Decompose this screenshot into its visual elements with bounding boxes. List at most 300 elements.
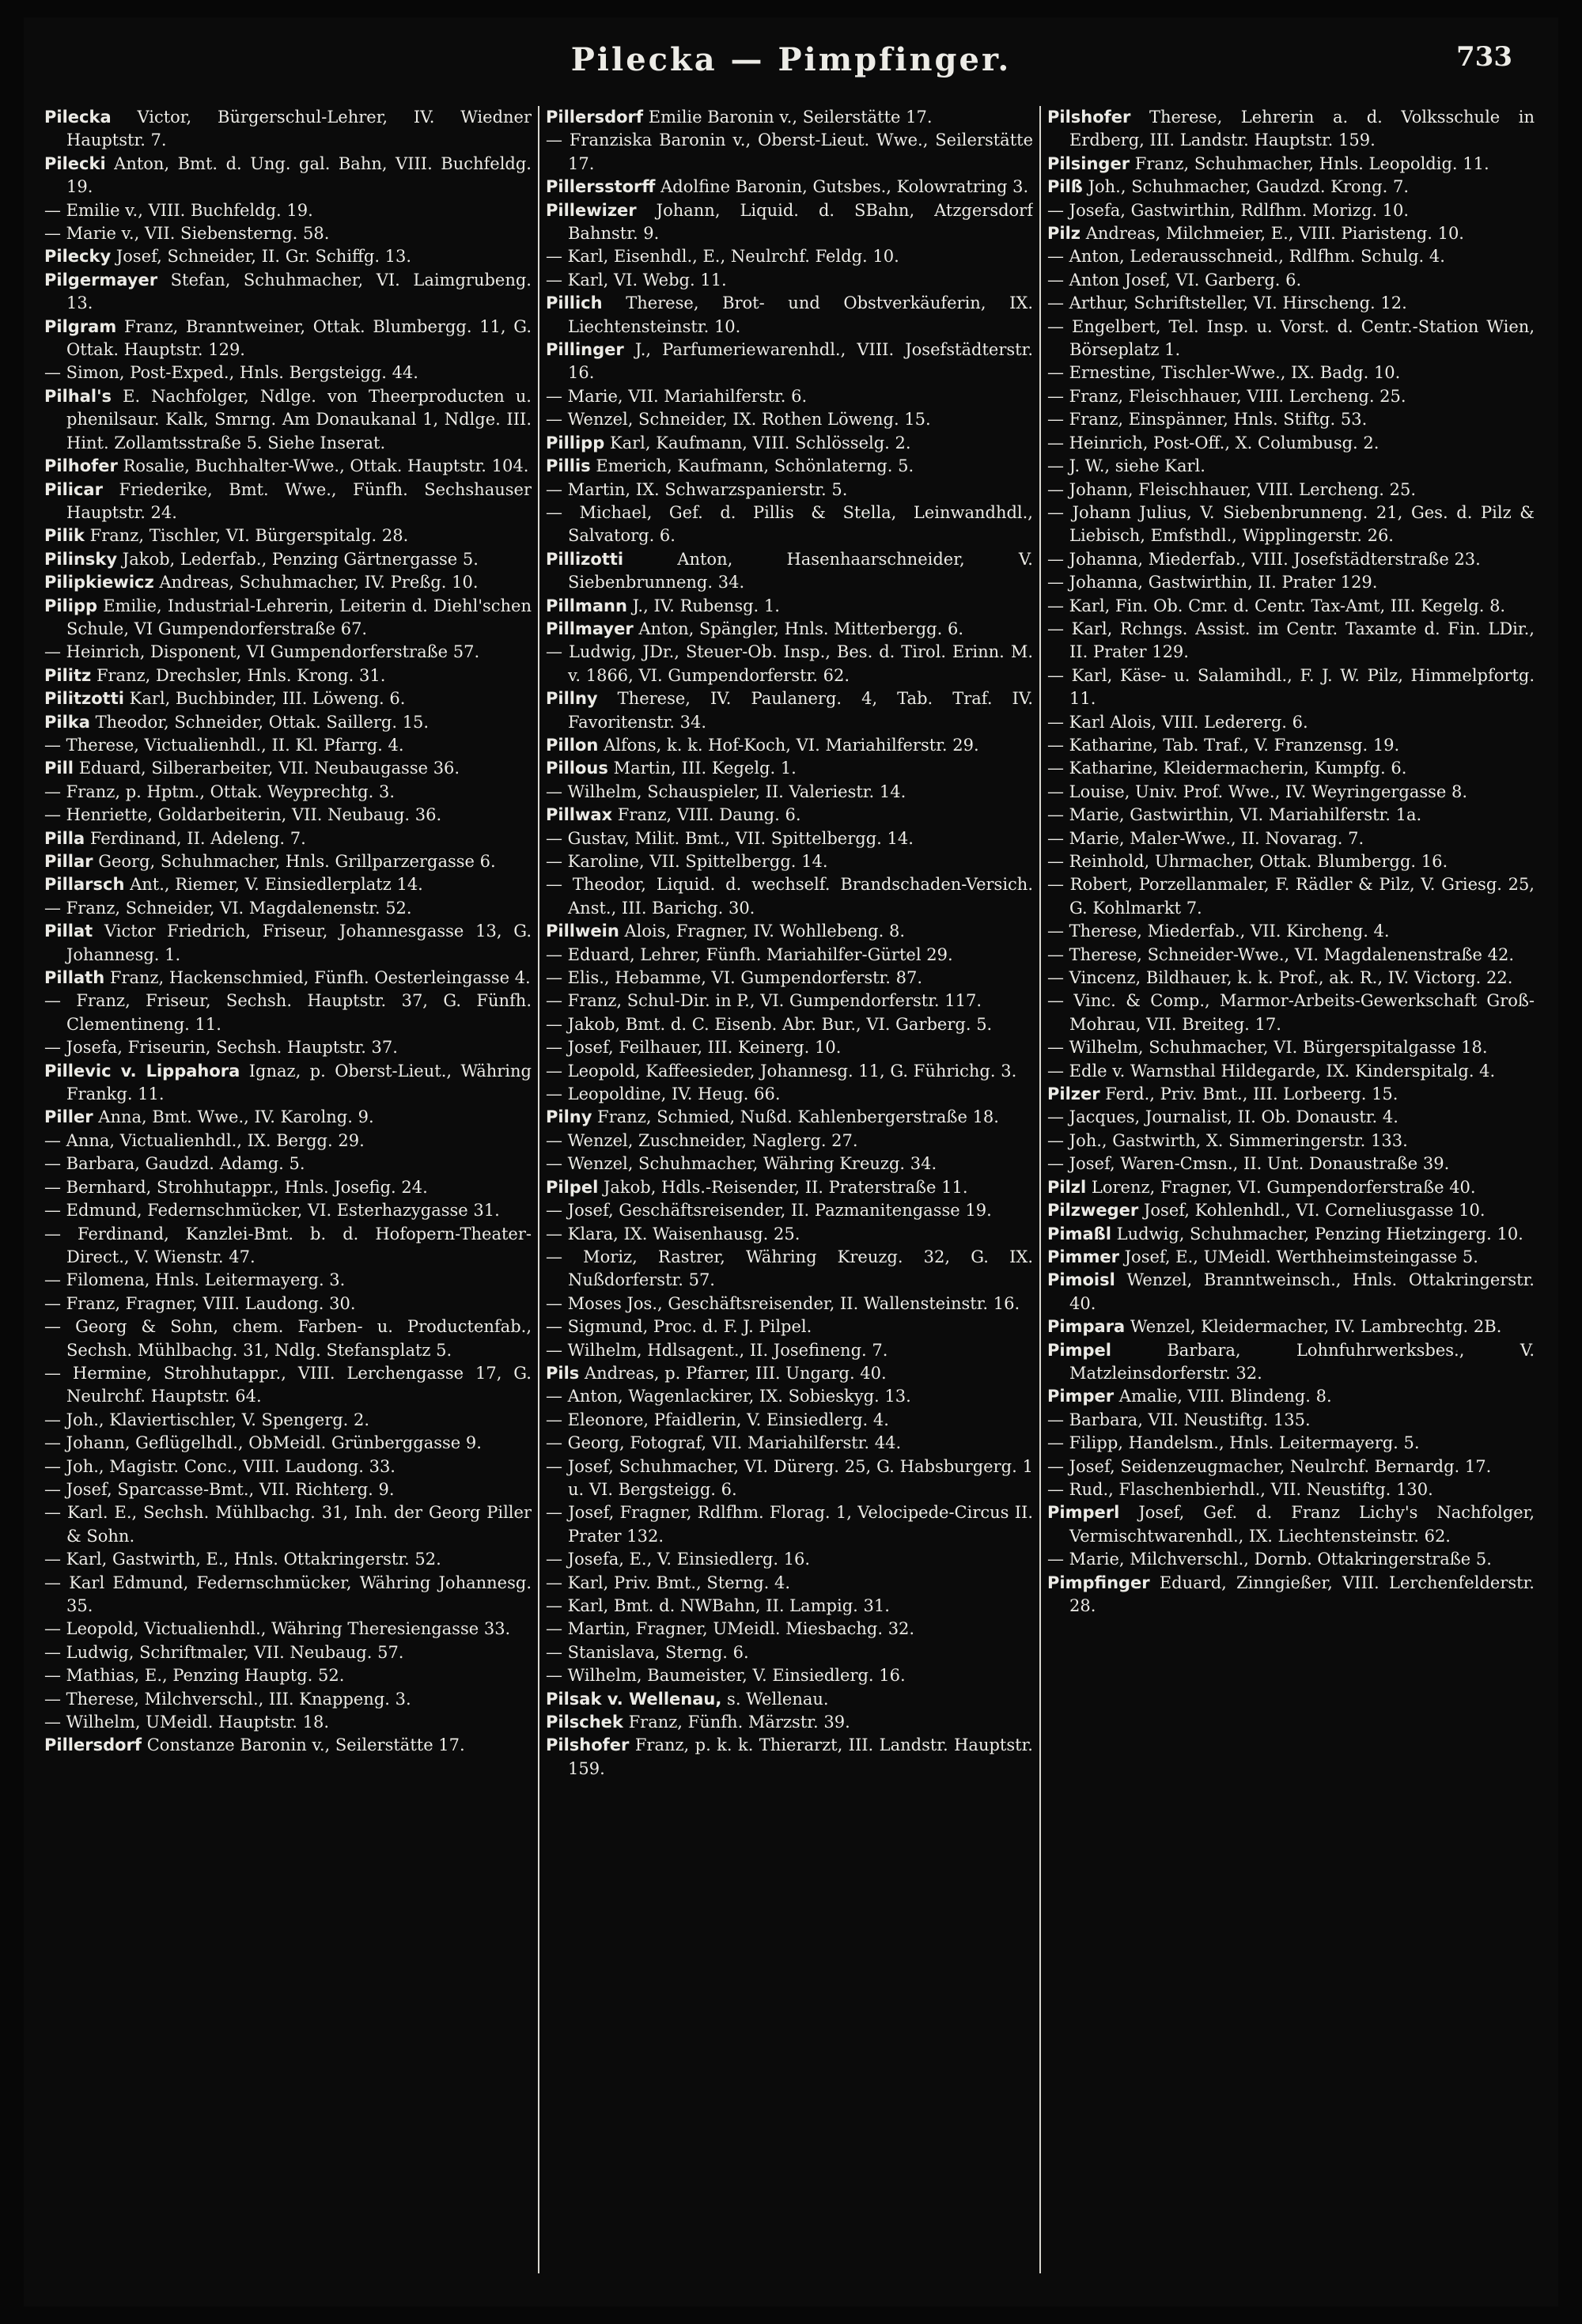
entry-details: — Moses Jos., Geschäftsreisender, II. Wallensteinstr. 16. <box>546 1293 1020 1313</box>
entry-details: — Anna, Victualienhdl., IX. Bergg. 29. <box>44 1130 365 1150</box>
entry-details: Karl, Buchbinder, III. Löweng. 6. <box>129 689 406 709</box>
running-title: Pilecka — Pimpfinger. <box>570 41 1012 78</box>
directory-entry <box>1047 1501 1535 1548</box>
entry-details: — Bernhard, Strohhutappr., Hnls. Josefig. 24. <box>44 1177 428 1197</box>
directory-entry <box>546 804 1033 827</box>
entry-details: Barbara, Lohnfuhrwerksbes., V. Matzleinsdorferstr. 32. <box>1069 1340 1535 1383</box>
entry-details: — Filomena, Hnls. Leitermayerg. 3. <box>44 1270 346 1290</box>
directory-entry <box>44 967 532 990</box>
directory-entry <box>44 1199 532 1222</box>
entry-details: — Rud., Flaschenbierhdl., VII. Neustiftg. 130. <box>1047 1479 1433 1499</box>
entry-details: — Josef, Feilhauer, III. Keinerg. 10. <box>546 1038 842 1058</box>
entry-details: — Ferdinand, Kanzlei-Bmt. b. d. Hofopern-Theater-Direct., V. Wienstr. 47. <box>44 1224 532 1266</box>
entry-details: Andreas, Schuhmacher, IV. Preßg. 10. <box>159 573 479 592</box>
entry-surname: Pilecka <box>44 108 112 127</box>
entry-details: Franz, Branntweiner, Ottak. Blumbergg. 11, G. Ottak. Hauptstr. 129. <box>66 316 532 360</box>
entry-details: Jakob, Hdls.-Reisender, II. Praterstraße 11. <box>603 1177 968 1197</box>
directory-entry <box>546 129 1033 176</box>
directory-entry <box>1047 595 1535 618</box>
entry-surname: Pilshofer <box>546 1735 630 1755</box>
entry-surname: Pilshofer <box>1047 108 1131 127</box>
directory-entry <box>44 827 532 850</box>
directory-entry <box>1047 455 1535 478</box>
directory-entry <box>546 687 1033 734</box>
entry-details: Therese, IV. Paulanerg. 4, Tab. Traf. IV. Favoritenstr. 34. <box>568 689 1033 732</box>
entry-details: Lorenz, Fragner, VI. Gumpendorferstraße 40. <box>1091 1177 1476 1197</box>
entry-details: — Karl Alois, VIII. Ledererg. 6. <box>1047 712 1308 732</box>
entry-details: Emilie, Industrial-Lehrerin, Leiterin d. Diehl'schen Schule, VI Gumpendorferstraße 67. <box>66 596 532 638</box>
directory-entry <box>44 1269 532 1292</box>
entry-details: — Eleonore, Pfaidlerin, V. Einsiedlerg. 4. <box>546 1410 889 1429</box>
directory-entry <box>44 269 532 316</box>
directory-entry <box>546 385 1033 408</box>
entry-details: — Wenzel, Zuschneider, Naglerg. 27. <box>546 1130 858 1150</box>
entry-details: Georg, Schuhmacher, Hnls. Grillparzergasse 6. <box>98 852 496 871</box>
directory-entry <box>44 687 532 710</box>
directory-entry <box>44 1618 532 1641</box>
entry-surname: Pillmayer <box>546 619 634 638</box>
directory-entry <box>44 222 532 245</box>
directory-entry <box>1047 1036 1535 1059</box>
directory-entry <box>546 1664 1033 1687</box>
entry-surname: Pilik <box>44 526 85 546</box>
directory-entry <box>546 920 1033 943</box>
entry-details: — Johanna, Miederfab., VIII. Josefstädterstraße 23. <box>1047 549 1481 569</box>
directory-entry <box>546 827 1033 850</box>
directory-entry <box>1047 1246 1535 1269</box>
directory-entry <box>546 1572 1033 1595</box>
entry-details: Andreas, p. Pfarrer, III. Ungarg. 40. <box>584 1363 887 1383</box>
entry-details: — Theodor, Liquid. d. wechself. Brandschaden-Versich. Anst., III. Barichg. 30. <box>546 875 1033 918</box>
entry-surname: Pillersstorff <box>546 177 656 197</box>
directory-entry <box>546 1548 1033 1571</box>
column-3 <box>1047 106 1535 2297</box>
entry-surname: Pilitz <box>44 665 92 685</box>
entry-surname: Pimper <box>1047 1387 1115 1406</box>
entry-details: — Johann, Fleischhauer, VIII. Lercheng. 25. <box>1047 479 1416 499</box>
directory-entry <box>44 571 532 594</box>
directory-entry <box>44 1315 532 1362</box>
directory-entry <box>546 967 1033 990</box>
entry-details: — Marie, VII. Mariahilferstr. 6. <box>546 386 808 406</box>
entry-details: Franz, Hackenschmied, Fünfh. Oesterleingasse 4. <box>109 968 531 988</box>
entry-surname: Pillersdorf <box>44 1735 142 1755</box>
entry-details: — Moriz, Rastrer, Währing Kreuzg. 32, G. IX. Nußdorferstr. 57. <box>546 1247 1033 1290</box>
directory-entry <box>1047 873 1535 920</box>
directory-entry <box>1047 502 1535 548</box>
entry-surname: Pillar <box>44 852 93 871</box>
directory-entry <box>44 1478 532 1501</box>
entry-details: — Leopoldine, IV. Heug. 66. <box>546 1084 781 1104</box>
entry-surname: Pilgram <box>44 316 117 336</box>
entry-details: — Stanislava, Sterng. 6. <box>546 1642 749 1662</box>
entry-details: Franz, Tischler, VI. Bürgerspitalg. 28. <box>89 526 409 546</box>
entry-surname: Pilzer <box>1047 1084 1100 1104</box>
directory-entry <box>546 1153 1033 1175</box>
directory-entry <box>546 1409 1033 1432</box>
entry-surname: Pilitzotti <box>44 689 124 709</box>
entry-details: — Therese, Victualienhdl., II. Kl. Pfarrg. 4. <box>44 735 404 755</box>
directory-page <box>24 17 1558 2307</box>
directory-entry <box>1047 199 1535 222</box>
entry-details: — Edle v. Warnsthal Hildegarde, IX. Kinderspitalg. 4. <box>1047 1061 1496 1081</box>
entry-details: — Wilhelm, Schuhmacher, VI. Bürgerspitalgasse 18. <box>1047 1038 1488 1058</box>
directory-entry <box>1047 757 1535 780</box>
directory-entry <box>44 316 532 362</box>
entry-surname: Pilecki <box>44 153 106 173</box>
directory-entry <box>44 920 532 967</box>
entry-details: Franz, p. k. k. Thierarzt, III. Landstr. Hauptstr. 159. <box>568 1735 1033 1778</box>
entry-details: Martin, III. Kegelg. 1. <box>613 759 797 778</box>
directory-entry <box>546 873 1033 920</box>
entry-details: — Martin, IX. Schwarzspanierstr. 5. <box>546 479 848 499</box>
entry-details: — Arthur, Schriftsteller, VI. Hirscheng. 12. <box>1047 293 1407 313</box>
entry-surname: Pilsinger <box>1047 153 1130 173</box>
directory-entry <box>44 1455 532 1478</box>
entry-details: — Franz, Schneider, VI. Magdalenenstr. 52. <box>44 898 412 918</box>
entry-details: — Therese, Milchverschl., III. Knappeng. 3. <box>44 1689 411 1709</box>
entry-details: — Martin, Fragner, UMeidl. Miesbachg. 32. <box>546 1619 915 1639</box>
entry-surname: Pillevic v. Lippahora <box>44 1061 240 1081</box>
entry-surname: Pilhofer <box>44 456 118 476</box>
entry-details: Alois, Fragner, IV. Wohllebeng. 8. <box>624 922 905 941</box>
entry-details: — Franz, Fleischhauer, VIII. Lercheng. 25. <box>1047 386 1406 406</box>
directory-entry <box>44 1548 532 1571</box>
entry-details: — Heinrich, Disponent, VI Gumpendorferstraße 57. <box>44 642 480 662</box>
directory-entry <box>44 385 532 455</box>
directory-entry <box>44 1711 532 1734</box>
entry-details: — Emilie v., VIII. Buchfeldg. 19. <box>44 200 313 220</box>
directory-entry <box>546 176 1033 199</box>
directory-entry <box>1047 1153 1535 1175</box>
directory-entry <box>44 641 532 664</box>
column-divider <box>538 106 539 2273</box>
entry-surname: Pilsak v. Wellenau, <box>546 1689 722 1709</box>
directory-entry <box>546 944 1033 967</box>
entry-details: — Wilhelm, Hdlsagent., II. Josefineng. 7. <box>546 1340 888 1360</box>
directory-entry <box>546 1246 1033 1293</box>
entry-details: Theodor, Schneider, Ottak. Saillerg. 15. <box>95 712 430 732</box>
directory-entry <box>1047 1199 1535 1222</box>
directory-entry <box>1047 1106 1535 1129</box>
entry-details: — Johann Julius, V. Siebenbrunneng. 21, Ges. d. Pilz & Liebisch, Emfsthdl., Wipplingerstr. 26. <box>1047 502 1535 546</box>
directory-entry <box>546 432 1033 455</box>
entry-details: — Josefa, Gastwirthin, Rdlfhm. Morizg. 10. <box>1047 200 1410 220</box>
entry-details: — Marie, Maler-Wwe., II. Novarag. 7. <box>1047 828 1364 848</box>
entry-surname: Pimpfinger <box>1047 1573 1150 1592</box>
entry-details: — Karl, Käse- u. Salamihdl., F. J. W. Pilz, Himmelpfortg. 11. <box>1047 665 1535 709</box>
directory-entry <box>546 1199 1033 1222</box>
directory-entry <box>1047 292 1535 315</box>
directory-entry <box>1047 1339 1535 1386</box>
entry-details: Wenzel, Kleidermacher, IV. Lambrechtg. 2B. <box>1130 1317 1502 1337</box>
directory-entry <box>44 153 532 199</box>
entry-details: — Josefa, Friseurin, Sechsh. Hauptstr. 37. <box>44 1038 398 1058</box>
directory-entry <box>44 990 532 1036</box>
directory-entry <box>546 502 1033 548</box>
directory-entry <box>44 804 532 827</box>
entry-surname: Pilecky <box>44 247 112 267</box>
entry-details: — J. W., siehe Karl. <box>1047 456 1205 476</box>
directory-entry <box>546 734 1033 757</box>
entry-details: — Karl, Rchngs. Assist. im Centr. Taxamte d. Fin. LDir., II. Prater 129. <box>1047 619 1535 662</box>
entry-details: E. Nachfolger, Ndlge. von Theerproducten u. phenilsaur. Kalk, Smrng. Am Donaukanal 1, Ndlge. III. Hint. Zollamtsstraße 5. Siehe Inserat. <box>66 386 532 452</box>
directory-entry <box>44 595 532 642</box>
directory-entry <box>1047 990 1535 1036</box>
entry-details: — Barbara, Gaudzd. Adamg. 5. <box>44 1154 305 1174</box>
entry-details: — Filipp, Handelsm., Hnls. Leitermayerg. 5. <box>1047 1433 1420 1453</box>
entry-surname: Pilla <box>44 828 85 848</box>
entry-details: Stefan, Schuhmacher, VI. Laimgrubeng. 13. <box>66 270 532 313</box>
entry-details: — Leopold, Victualienhdl., Währing Theresiengasse 33. <box>44 1619 511 1639</box>
directory-entry <box>1047 1060 1535 1083</box>
directory-entry <box>44 1572 532 1618</box>
entry-details: Andreas, Milchmeier, E., VIII. Piaristeng. 10. <box>1085 224 1464 244</box>
directory-entry <box>546 1734 1033 1781</box>
entry-details: Friederike, Bmt. Wwe., Fünfh. Sechshauser Hauptstr. 24. <box>66 479 532 522</box>
entry-surname: Pimpel <box>1047 1340 1111 1360</box>
entry-details: Ludwig, Schuhmacher, Penzing Hietzingerg. 10. <box>1116 1224 1523 1243</box>
entry-surname: Pilny <box>546 1107 592 1127</box>
entry-details: — Johann, Geflügelhdl., ObMeidl. Grünberggasse 9. <box>44 1433 482 1453</box>
column-1 <box>44 106 532 2297</box>
directory-entry <box>1047 361 1535 384</box>
entry-details: Karl, Kaufmann, VIII. Schlösselg. 2. <box>609 433 911 452</box>
directory-entry <box>1047 1548 1535 1571</box>
directory-entry <box>1047 1176 1535 1199</box>
entry-details: — Wilhelm, Baumeister, V. Einsiedlerg. 16. <box>546 1666 906 1686</box>
entry-details: Therese, Brot- und Obstverkäuferin, IX. Liechtensteinstr. 10. <box>568 293 1033 336</box>
entry-details: Therese, Lehrerin a. d. Volksschule in Erdberg, III. Landstr. Hauptstr. 159. <box>1069 108 1535 150</box>
entry-surname: Pillarsch <box>44 875 125 895</box>
entry-surname: Pilipkiewicz <box>44 573 154 592</box>
entry-surname: Pilka <box>44 712 90 732</box>
directory-entry <box>1047 1083 1535 1106</box>
entry-details: — Karl, Gastwirth, E., Hnls. Ottakringerstr. 52. <box>44 1550 441 1569</box>
entry-surname: Pillous <box>546 759 608 778</box>
entry-details: — Karl. E., Sechsh. Mühlbachg. 31, Inh. der Georg Piller & Sohn. <box>44 1503 532 1546</box>
entry-details: Victor, Bürgerschul-Lehrer, IV. Wiedner Hauptstr. 7. <box>66 108 532 150</box>
directory-entry <box>1047 618 1535 664</box>
directory-entry <box>44 781 532 804</box>
entry-surname: Pillath <box>44 968 105 988</box>
directory-entry <box>546 1176 1033 1199</box>
directory-entry <box>546 1711 1033 1734</box>
entry-surname: Pillersdorf <box>546 108 644 127</box>
entry-details: — Franz, Schul-Dir. in P., VI. Gumpendorferstr. 117. <box>546 991 982 1011</box>
entry-details: Anna, Bmt. Wwe., IV. Karolng. 9. <box>98 1107 374 1127</box>
entry-details: — Karl, Fin. Ob. Cmr. d. Centr. Tax-Amt, III. Kegelg. 8. <box>1047 596 1506 615</box>
directory-entry <box>1047 222 1535 245</box>
entry-details: — Henriette, Goldarbeiterin, VII. Neubaug. 36. <box>44 805 442 825</box>
entry-details: — Anton, Lederausschneid., Rdlfhm. Schulg. 4. <box>1047 247 1445 267</box>
entry-surname: Piller <box>44 1107 93 1127</box>
directory-entry <box>546 1106 1033 1129</box>
entry-details: — Franz, Einspänner, Hnls. Stiftg. 53. <box>1047 410 1368 430</box>
entry-details: — Ludwig, Schriftmaler, VII. Neubaug. 57. <box>44 1642 404 1662</box>
entry-details: — Josef, Seidenzeugmacher, Neulrchf. Bernardg. 17. <box>1047 1456 1492 1476</box>
entry-details: s. Wellenau. <box>727 1689 829 1709</box>
entry-surname: Pilicar <box>44 479 103 499</box>
directory-entry <box>1047 1130 1535 1153</box>
page-header <box>24 41 1558 89</box>
entry-details: — Louise, Univ. Prof. Wwe., IV. Weyringergasse 8. <box>1047 782 1468 801</box>
directory-entry <box>546 479 1033 502</box>
entry-details: — Reinhold, Uhrmacher, Ottak. Blumbergg. 16. <box>1047 852 1448 871</box>
directory-entry <box>44 1432 532 1455</box>
entry-details: — Barbara, VII. Neustiftg. 135. <box>1047 1410 1311 1429</box>
directory-entry <box>546 1339 1033 1362</box>
entry-details: Franz, Schmied, Nußd. Kahlenbergerstraße 18. <box>597 1107 999 1127</box>
entry-details: Emerich, Kaufmann, Schönlaterng. 5. <box>596 456 914 476</box>
entry-details: — Joh., Gastwirth, X. Simmeringerstr. 133. <box>1047 1130 1408 1150</box>
entry-details: — Eduard, Lehrer, Fünfh. Mariahilfer-Gürtel 29. <box>546 944 953 964</box>
directory-entry <box>1047 245 1535 268</box>
entry-details: Josef, Kohlenhdl., VI. Corneliusgasse 10. <box>1143 1201 1485 1221</box>
entry-details: — Vincenz, Bildhauer, k. k. Prof., ak. R., IV. Victorg. 22. <box>1047 968 1513 988</box>
directory-entry <box>44 734 532 757</box>
entry-details: — Franziska Baronin v., Oberst-Lieut. Wwe., Seilerstätte 17. <box>546 131 1033 173</box>
directory-entry <box>546 1223 1033 1246</box>
directory-entry <box>44 850 532 873</box>
entry-details: — Edmund, Federnschmücker, VI. Esterhazygasse 31. <box>44 1201 500 1221</box>
entry-surname: Pimpara <box>1047 1317 1126 1337</box>
directory-entry <box>546 408 1033 431</box>
entry-surname: Pilzl <box>1047 1177 1087 1197</box>
entry-surname: Pillinger <box>546 340 624 360</box>
entry-details: — Anton Josef, VI. Garberg. 6. <box>1047 270 1302 290</box>
entry-details: Constanze Baronin v., Seilerstätte 17. <box>146 1735 465 1755</box>
entry-surname: Pilpel <box>546 1177 599 1197</box>
entry-details: — Klara, IX. Waisenhausg. 25. <box>546 1224 800 1243</box>
entry-surname: Pilipp <box>44 596 98 615</box>
entry-details: Franz, Drechsler, Hnls. Krong. 31. <box>96 665 386 685</box>
entry-surname: Pimmer <box>1047 1247 1119 1266</box>
entry-details: Wenzel, Branntweinsch., Hnls. Ottakringerstr. 40. <box>1069 1270 1535 1313</box>
entry-surname: Pilschek <box>546 1713 623 1732</box>
directory-entry <box>44 897 532 920</box>
entry-surname: Pils <box>546 1363 580 1383</box>
entry-surname: Pimoisl <box>1047 1270 1115 1290</box>
directory-entry <box>546 339 1033 385</box>
entry-surname: Pillis <box>546 456 591 476</box>
entry-details: Ant., Riemer, V. Einsiedlerplatz 14. <box>130 875 423 895</box>
directory-entry <box>44 1106 532 1129</box>
directory-entry <box>1047 804 1535 827</box>
entry-details: Joh., Schuhmacher, Gaudzd. Krong. 7. <box>1088 177 1410 197</box>
entry-details: — Marie, Milchverschl., Dornb. Ottakringerstraße 5. <box>1047 1550 1492 1569</box>
entry-surname: Pillipp <box>546 433 605 452</box>
directory-entry <box>1047 106 1535 153</box>
entry-details: Anton, Bmt. d. Ung. gal. Bahn, VIII. Buchfeldg. 19. <box>66 153 532 197</box>
entry-details: — Franz, p. Hptm., Ottak. Weyprechtg. 3. <box>44 782 395 801</box>
directory-entry <box>546 1501 1033 1548</box>
column-2 <box>546 106 1033 2297</box>
entry-surname: Pimaßl <box>1047 1224 1111 1243</box>
directory-entry <box>1047 571 1535 594</box>
entry-surname: Pilinsky <box>44 549 118 569</box>
directory-entry <box>1047 711 1535 734</box>
entry-details: — Marie v., VII. Siebensterng. 58. <box>44 224 330 244</box>
entry-surname: Pillmann <box>546 596 627 615</box>
entry-details: — Ernestine, Tischler-Wwe., IX. Badg. 10. <box>1047 363 1401 383</box>
entry-details: Johann, Liquid. d. SBahn, Atzgersdorf Bahnstr. 9. <box>568 200 1033 244</box>
directory-entry <box>44 199 532 222</box>
directory-entry <box>44 1664 532 1687</box>
directory-entry <box>546 1130 1033 1153</box>
entry-details: — Jacques, Journalist, II. Ob. Donaustr. 4. <box>1047 1107 1398 1127</box>
entry-details: — Franz, Fragner, VIII. Laudong. 30. <box>44 1293 356 1313</box>
directory-entry <box>546 1385 1033 1408</box>
directory-entry <box>1047 920 1535 943</box>
directory-entry <box>44 361 532 384</box>
directory-entry <box>546 1455 1033 1502</box>
directory-entry <box>44 524 532 547</box>
entry-details: — Karl, Priv. Bmt., Sterng. 4. <box>546 1573 791 1592</box>
entry-details: — Heinrich, Post-Off., X. Columbusg. 2. <box>1047 433 1380 452</box>
entry-details: — Josef, Schuhmacher, VI. Dürerg. 25, G. Habsburgerg. 1 u. VI. Bergsteigg. 6. <box>546 1456 1033 1499</box>
directory-entry <box>1047 479 1535 502</box>
entry-surname: Pillizotti <box>546 549 624 569</box>
directory-entry <box>546 757 1033 780</box>
directory-entry <box>44 664 532 687</box>
directory-entry <box>1047 1385 1535 1408</box>
directory-entry <box>546 292 1033 339</box>
directory-entry <box>546 1293 1033 1315</box>
directory-entry <box>44 1362 532 1409</box>
entry-surname: Pilhal's <box>44 386 112 406</box>
entry-details: Emilie Baronin v., Seilerstätte 17. <box>648 108 933 127</box>
entry-details: — Karl Edmund, Federnschmücker, Währing Johannesg. 35. <box>44 1573 532 1615</box>
entry-details: — Wenzel, Schuhmacher, Währing Kreuzg. 34. <box>546 1154 937 1174</box>
directory-entry <box>44 245 532 268</box>
entry-details: Franz, VIII. Daung. 6. <box>617 805 801 825</box>
directory-entry <box>1047 734 1535 757</box>
entry-details: — Katharine, Kleidermacherin, Kumpfg. 6. <box>1047 759 1407 778</box>
entry-details: — Johanna, Gastwirthin, II. Prater 129. <box>1047 573 1378 592</box>
entry-details: J., IV. Rubensg. 1. <box>632 596 780 615</box>
entry-details: — Ludwig, JDr., Steuer-Ob. Insp., Bes. d. Tirol. Erinn. M. v. 1866, VI. Gumpendorferstr. 62. <box>546 642 1033 685</box>
directory-entry <box>1047 1432 1535 1455</box>
directory-entry <box>546 1315 1033 1338</box>
directory-entry <box>1047 153 1535 176</box>
directory-entry <box>546 1362 1033 1385</box>
entry-details: Josef, Schneider, II. Gr. Schiffg. 13. <box>115 247 412 267</box>
entry-details: Franz, Schuhmacher, Hnls. Leopoldig. 11. <box>1134 153 1489 173</box>
entry-details: — Sigmund, Proc. d. F. J. Pilpel. <box>546 1317 812 1337</box>
directory-entry <box>1047 827 1535 850</box>
entry-details: — Joh., Magistr. Conc., VIII. Laudong. 33. <box>44 1456 396 1476</box>
entry-details: — Josef, Sparcasse-Bmt., VII. Richterg. 9. <box>44 1479 395 1499</box>
entry-surname: Pillwax <box>546 805 613 825</box>
entry-details: — Jakob, Bmt. d. C. Eisenb. Abr. Bur., VI. Garberg. 5. <box>546 1014 993 1034</box>
entry-surname: Pilß <box>1047 177 1083 197</box>
directory-entry <box>44 757 532 780</box>
directory-entry <box>44 711 532 734</box>
entry-surname: Pillwein <box>546 922 619 941</box>
directory-entry <box>1047 1455 1535 1478</box>
entry-surname: Pilz <box>1047 224 1081 244</box>
entry-surname: Pill <box>44 759 74 778</box>
entry-details: — Karl, Bmt. d. NWBahn, II. Lampig. 31. <box>546 1596 890 1615</box>
entry-details: — Franz, Friseur, Sechsh. Hauptstr. 37, G. Fünfh. Clementineng. 11. <box>44 991 532 1034</box>
directory-entry <box>44 873 532 896</box>
directory-entry <box>44 1036 532 1059</box>
entry-details: — Elis., Hebamme, VI. Gumpendorferstr. 87. <box>546 968 923 988</box>
directory-entry <box>1047 269 1535 292</box>
entry-details: — Engelbert, Tel. Insp. u. Vorst. d. Centr.-Station Wien, Börseplatz 1. <box>1047 316 1535 360</box>
directory-entry <box>1047 1572 1535 1618</box>
